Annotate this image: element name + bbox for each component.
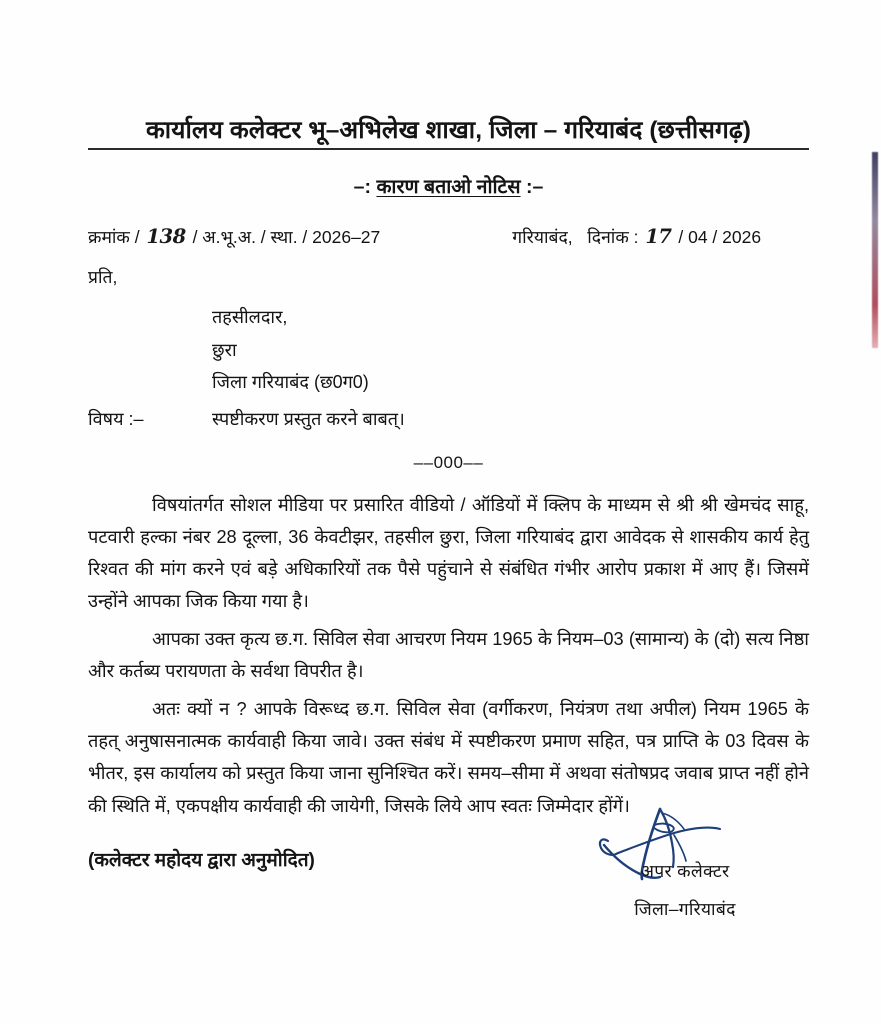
approval-note: (कलेक्टर महोदय द्वारा अनुमोदित) [88, 849, 315, 871]
signature-district: जिला–गरियाबंद [634, 899, 736, 919]
body-paragraph: आपका उक्त कृत्य छ.ग. सिविल सेवा आचरण नियम 1965 के नियम–03 (सामान्य) के (दो) सत्य निष्ठा और कर्तब्य परायणता के सर्वथा विपरीत है। [88, 629, 809, 682]
section-separator: ––000–– [413, 453, 484, 473]
notice-title [88, 172, 809, 199]
document-content [88, 0, 809, 872]
scan-edge-artifact [872, 152, 878, 348]
signature-designation: अपर कलेक्टर [640, 861, 730, 881]
addressee-block [212, 301, 809, 399]
reference-prefix: क्रमांक / [88, 226, 140, 247]
office-header: कार्यालय कलेक्टर भू–अभिलेख शाखा, जिला – गरियाबंद (छत्तीसगढ़) [145, 117, 752, 144]
body-paragraph: अतः क्यों न ? आपके विरूध्द छ.ग. सिविल सेवा (वर्गीकरण, नियंत्रण तथा अपील) नियम 1965 के तहत् अनुषासनात्मक कार्यवाही किया जावे। उक्त संबंध में स्पष्टीकरण प्रमाण सहित, पत्र प्राप्ति के 03 दिवस के भीतर, इस कार्यालय को प्रस्तुत किया जाना सुनिश्चित करें। समय–सीमा में अथवा संतोषप्रद जवाब प्राप्त नहीं होने की स्थिति में, एकपक्षीय कार्यवाही की जायेगी, जिसके लिये आप स्वतः जिम्मेदार होंगें। [88, 699, 809, 816]
addressee-line: छुरा [212, 339, 237, 360]
to-label: प्रति, [88, 266, 118, 287]
signature-block [560, 795, 810, 921]
notice-title-prefix: –: [353, 175, 372, 198]
notice-title-suffix: :– [525, 175, 544, 198]
header-underline [88, 148, 809, 150]
subject-row [88, 407, 809, 431]
date-day-handwritten: 17 [645, 224, 672, 248]
date-group [512, 225, 761, 249]
addressee-line: जिला गरियाबंद (छ0ग0) [212, 372, 369, 393]
body-paragraph: विषयांतर्गत सोशल मीडिया पर प्रसारित वीडियो / ऑडियों में क्लिप के माध्यम से श्री श्री खेमचंद साहू, पटवारी हल्का नंबर 28 दूल्ला, 36 केवटीझर, तहसील छुरा, जिला गरियाबंद द्वारा आवेदक से शासकीय कार्य हेतु रिश्वत की मांग करने एवं बड़े अधिकारियों तक पैसे पहुंचाने से संबंधित गंभीर आरोप प्रकाश में आए हैं। जिसमें उन्होंने आपका जिक किया गया है। [88, 495, 809, 612]
date-label: दिनांक : [587, 226, 639, 247]
reference-middle: / अ.भू.अ. / स्था. / 2026–27 [192, 226, 381, 247]
reference-number-group [88, 225, 380, 249]
body-text [88, 489, 809, 821]
reference-number-handwritten: 138 [146, 224, 186, 248]
subject-label: विषय :– [88, 409, 144, 430]
place-label: गरियाबंद, [512, 226, 573, 247]
notice-title-text: कारण बताओ नोटिस [376, 175, 521, 198]
addressee-line: तहसीलदार, [212, 306, 288, 327]
reference-row [88, 225, 809, 249]
subject-text: स्पष्टीकरण प्रस्तुत करने बाबत्। [212, 409, 405, 430]
date-rest: / 04 / 2026 [678, 226, 762, 247]
